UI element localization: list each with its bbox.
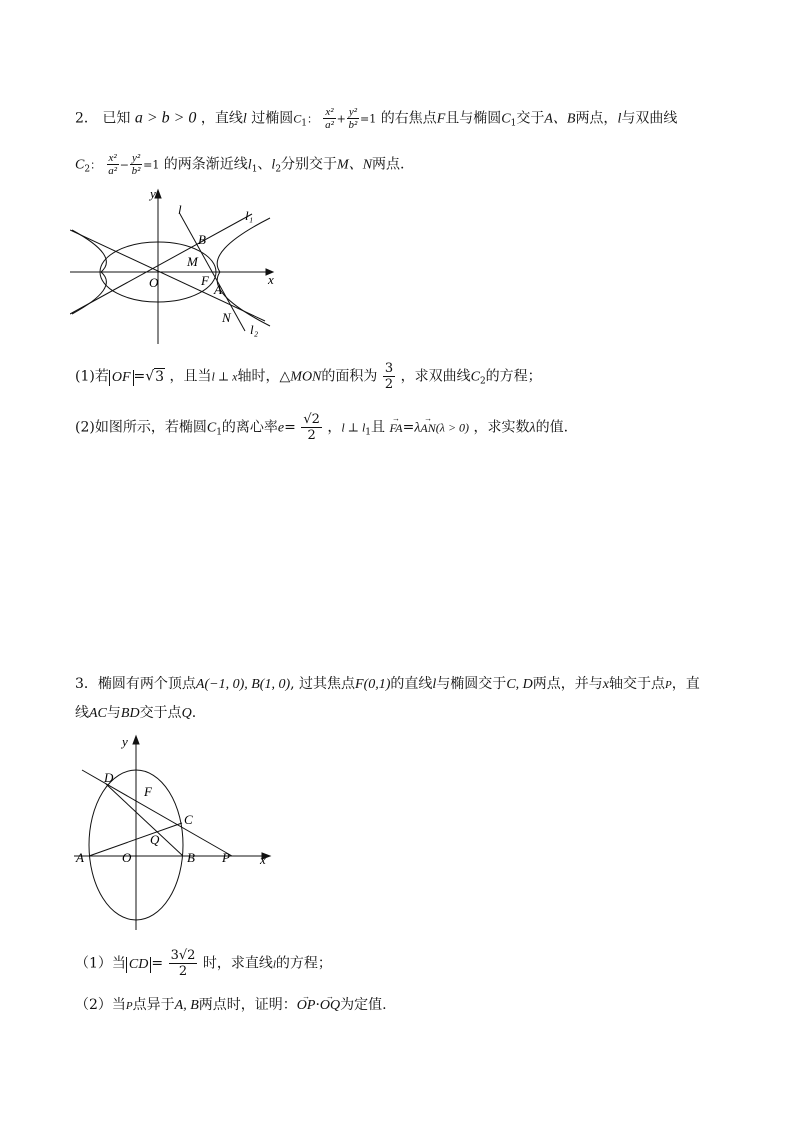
- fig1-label-x: x: [268, 272, 274, 287]
- fig1-label-M: M: [187, 254, 198, 269]
- problem2-question1: (1)若 OF =√3 ，且当l ⊥ x轴时，△MON的面积为 $\frac{3}{2}$ ，求双曲线$C_2$的方程；: [75, 361, 542, 392]
- problem3-number: 3．: [75, 676, 98, 692]
- fig1-label-O: O: [149, 275, 159, 290]
- problem3-question2: （2）当P点异于A, B两点时，证明：→ OP·→ OQ为定值.: [75, 995, 387, 1016]
- problem2-line2: $C_2$： $\frac{\text{x²}}{\text{a²}}$ − $\frac{\text{y²}}{\text{b²}}$ =1 的两条渐近线$l_1$、$l_2$分别交于M、N两点.: [75, 152, 405, 177]
- figure-ellipse-hyperbola: [70, 186, 280, 346]
- fig2-label-P: P: [222, 850, 230, 865]
- vertices-AB: A(−1, 0), B(1, 0): [195, 677, 291, 692]
- fig2-label-D: D: [104, 770, 114, 785]
- problem3-question1: （1）当 CD = $\frac{3√2}{2}$ 时，求直线l的方程；: [75, 948, 332, 979]
- ellipse-y-term: $\frac{\text{y²}}{\text{b²}}$: [348, 106, 358, 131]
- fig1-label-l2: l₂: [250, 322, 259, 337]
- focus-F: F(0,1): [355, 677, 391, 692]
- fig2-label-B: B: [187, 850, 195, 865]
- fig1-label-B: B: [198, 232, 206, 247]
- hyperbola-y-term: $\frac{\text{y²}}{\text{b²}}$: [131, 152, 141, 177]
- hyperbola-x-term: $\frac{\text{x²}}{\text{a²}}$: [108, 152, 118, 177]
- abs-OF: OF: [109, 370, 134, 386]
- fig1-label-A: A: [214, 282, 222, 297]
- fig2-label-Q: Q: [150, 832, 160, 847]
- problem2-question2: (2)如图所示，若椭圆$C_1$的离心率e= $\frac{√2}{2}$ ，l ⊥ $l_1$且 → FA=λ→ AN(λ > 0) ，求实数λ的值.: [75, 412, 568, 443]
- condition-a-b: a > b > 0: [134, 109, 197, 127]
- fig2-label-C: C: [184, 812, 193, 827]
- asymptote-l1: [70, 214, 252, 314]
- y-axis-arrow: [155, 190, 161, 198]
- figure-ellipse-line: [74, 732, 274, 932]
- fig1-label-N: N: [222, 310, 231, 325]
- fig1-label-y: y: [150, 186, 156, 201]
- y-axis-arrow: [133, 736, 139, 744]
- fig2-label-F: F: [144, 784, 152, 799]
- vector-OP: → OP: [297, 996, 316, 1016]
- vector-AN: → AN: [420, 418, 435, 438]
- fig2-label-A: A: [76, 850, 84, 865]
- problem3-line2: 线AC与BD交于点Q.: [75, 705, 197, 721]
- ellipse-x-term: $\frac{\text{x²}}{\text{a²}}$: [325, 106, 334, 131]
- chord-length-fraction: $\frac{3√2}{2}$: [170, 948, 196, 979]
- fig1-label-l1: l₁: [245, 208, 254, 223]
- vector-FA: → FA: [389, 418, 402, 438]
- fig2-label-O: O: [122, 850, 132, 865]
- eccentricity-fraction: $\frac{√2}{2}$: [303, 412, 320, 443]
- problem2-number: 2．: [75, 110, 98, 127]
- asymptote-l2: [70, 230, 265, 321]
- area-fraction: $\frac{3}{2}$: [384, 361, 394, 392]
- abs-CD: CD: [126, 957, 151, 973]
- fig1-label-F: F: [201, 273, 209, 288]
- fig1-label-l: l: [178, 202, 182, 217]
- problem2-line1: 2． 已知 a > b > 0 ，直线l 过椭圆$C_1$： $\frac{\text{x²}}{\text{a²}}$ + $\frac{\text{y²}}{\text{b²}}$ =1 的右焦点F且与椭圆$C_1$交于A、B两点，l与双曲线: [75, 106, 678, 131]
- problem3-line1: 3．椭圆有两个顶点A(−1, 0), B(1, 0), 过其焦点F(0,1)的直线l与椭圆交于C, D两点，并与x轴交于点P，直: [75, 676, 700, 692]
- fig2-label-x: x: [260, 852, 266, 867]
- vector-OQ: → OQ: [320, 996, 340, 1016]
- fig2-label-y: y: [122, 734, 128, 749]
